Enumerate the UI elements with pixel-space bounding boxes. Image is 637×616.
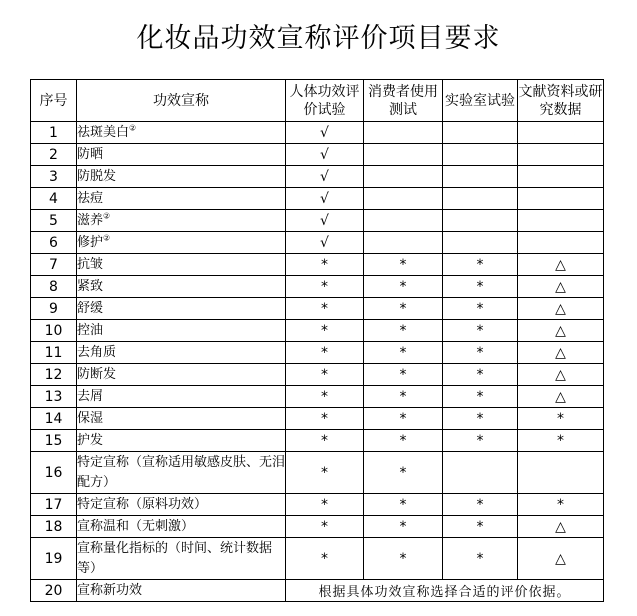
consumer-test-cell: * bbox=[364, 320, 443, 342]
consumer-test-cell bbox=[364, 210, 443, 232]
row-claim bbox=[77, 408, 286, 430]
row-claim bbox=[77, 452, 286, 494]
table-row bbox=[31, 320, 604, 342]
literature-cell: △ bbox=[518, 364, 604, 386]
consumer-test-cell: * bbox=[364, 342, 443, 364]
page-title: 化妆品功效宣称评价项目要求 bbox=[136, 23, 501, 54]
row-number: 15 bbox=[31, 430, 77, 452]
lab-test-cell bbox=[443, 452, 518, 494]
literature-cell: * bbox=[518, 494, 604, 516]
lab-test-cell bbox=[443, 144, 518, 166]
row-claim bbox=[77, 538, 286, 580]
table-row bbox=[31, 166, 604, 188]
table-header-row bbox=[31, 80, 604, 122]
human-test-cell: * bbox=[286, 452, 364, 494]
human-test-cell: * bbox=[286, 276, 364, 298]
table-row bbox=[31, 122, 604, 144]
consumer-test-cell: * bbox=[364, 494, 443, 516]
header-human-test: 人体功效评价试验 bbox=[286, 80, 364, 122]
table-row bbox=[31, 254, 604, 276]
consumer-test-cell: * bbox=[364, 408, 443, 430]
row-number: 12 bbox=[31, 364, 77, 386]
human-test-cell: * bbox=[286, 430, 364, 452]
row-number: 5 bbox=[31, 210, 77, 232]
consumer-test-cell: * bbox=[364, 386, 443, 408]
table-row bbox=[31, 516, 604, 538]
lab-test-cell bbox=[443, 188, 518, 210]
claim-text: 防脱发 bbox=[77, 168, 117, 184]
claim-text: 舒缓 bbox=[77, 300, 104, 316]
literature-cell bbox=[518, 144, 604, 166]
lab-test-cell: * bbox=[443, 364, 518, 386]
claim-text: 修护 bbox=[77, 234, 104, 250]
consumer-test-cell: * bbox=[364, 298, 443, 320]
claim-text: 宣称温和（无刺激） bbox=[77, 518, 195, 534]
lab-test-cell bbox=[443, 210, 518, 232]
literature-cell: △ bbox=[518, 538, 604, 580]
literature-cell bbox=[518, 122, 604, 144]
human-test-cell: * bbox=[286, 364, 364, 386]
claim-text: 护发 bbox=[77, 432, 104, 448]
row-number: 17 bbox=[31, 494, 77, 516]
human-test-cell: * bbox=[286, 516, 364, 538]
consumer-test-cell: * bbox=[364, 276, 443, 298]
claim-text: 保湿 bbox=[77, 410, 104, 426]
consumer-test-cell: * bbox=[364, 452, 443, 494]
row-claim bbox=[77, 210, 286, 232]
header-consumer-test: 消费者使用测试 bbox=[364, 80, 443, 122]
header-literature: 文献资料或研究数据 bbox=[518, 80, 604, 122]
human-test-cell: √ bbox=[286, 232, 364, 254]
lab-test-cell bbox=[443, 122, 518, 144]
literature-cell bbox=[518, 166, 604, 188]
claim-text: 特定宣称（原料功效） bbox=[77, 496, 208, 512]
claim-text: 抗皱 bbox=[77, 256, 104, 272]
claim-text: 紧致 bbox=[77, 278, 104, 294]
row-claim bbox=[77, 516, 286, 538]
lab-test-cell: * bbox=[443, 298, 518, 320]
literature-cell: △ bbox=[518, 276, 604, 298]
human-test-cell: * bbox=[286, 342, 364, 364]
lab-test-cell: * bbox=[443, 386, 518, 408]
row-number: 13 bbox=[31, 386, 77, 408]
row-claim bbox=[77, 166, 286, 188]
claim-text: 防断发 bbox=[77, 366, 117, 382]
consumer-test-cell bbox=[364, 166, 443, 188]
human-test-cell: * bbox=[286, 408, 364, 430]
consumer-test-cell: * bbox=[364, 364, 443, 386]
row-number: 8 bbox=[31, 276, 77, 298]
table-row bbox=[31, 408, 604, 430]
row-claim bbox=[77, 254, 286, 276]
literature-cell bbox=[518, 232, 604, 254]
row-claim bbox=[77, 188, 286, 210]
row-claim bbox=[77, 386, 286, 408]
lab-test-cell: * bbox=[443, 320, 518, 342]
human-test-cell: * bbox=[286, 254, 364, 276]
lab-test-cell: * bbox=[443, 516, 518, 538]
header-seq: 序号 bbox=[31, 80, 77, 122]
claim-text: 去角质 bbox=[77, 344, 117, 360]
literature-cell bbox=[518, 188, 604, 210]
lab-test-cell: * bbox=[443, 408, 518, 430]
consumer-test-cell bbox=[364, 122, 443, 144]
literature-cell: △ bbox=[518, 386, 604, 408]
table-row bbox=[31, 430, 604, 452]
consumer-test-cell: * bbox=[364, 430, 443, 452]
footnote-marker: ② bbox=[129, 123, 137, 133]
row-number: 10 bbox=[31, 320, 77, 342]
literature-cell: * bbox=[518, 430, 604, 452]
table-row bbox=[31, 538, 604, 580]
lab-test-cell bbox=[443, 166, 518, 188]
claims-table bbox=[30, 79, 604, 602]
row-claim bbox=[77, 494, 286, 516]
table-row bbox=[31, 580, 604, 602]
literature-cell: * bbox=[518, 408, 604, 430]
row-claim bbox=[77, 320, 286, 342]
human-test-cell: √ bbox=[286, 166, 364, 188]
claim-text: 祛斑美白 bbox=[77, 124, 130, 140]
consumer-test-cell: * bbox=[364, 516, 443, 538]
lab-test-cell: * bbox=[443, 430, 518, 452]
human-test-cell: √ bbox=[286, 122, 364, 144]
footnote-marker: ② bbox=[103, 211, 111, 221]
table-row bbox=[31, 188, 604, 210]
evaluation-note: 根据具体功效宣称选择合适的评价依据。 bbox=[286, 580, 604, 602]
consumer-test-cell bbox=[364, 232, 443, 254]
row-number: 1 bbox=[31, 122, 77, 144]
row-claim bbox=[77, 364, 286, 386]
header-claim: 功效宣称 bbox=[77, 80, 286, 122]
literature-cell: △ bbox=[518, 254, 604, 276]
claim-text: 去屑 bbox=[77, 388, 104, 404]
row-claim: 宣称新功效 bbox=[77, 580, 286, 602]
row-claim bbox=[77, 122, 286, 144]
claim-text: 宣称量化指标的（时间、统计数据等） bbox=[77, 540, 273, 576]
table-row bbox=[31, 364, 604, 386]
human-test-cell: * bbox=[286, 298, 364, 320]
human-test-cell: √ bbox=[286, 210, 364, 232]
table-row bbox=[31, 494, 604, 516]
row-number: 7 bbox=[31, 254, 77, 276]
row-claim bbox=[77, 232, 286, 254]
table-row bbox=[31, 232, 604, 254]
human-test-cell: * bbox=[286, 386, 364, 408]
row-number: 9 bbox=[31, 298, 77, 320]
literature-cell bbox=[518, 210, 604, 232]
literature-cell: △ bbox=[518, 516, 604, 538]
claim-text: 滋养 bbox=[77, 212, 104, 228]
row-claim bbox=[77, 276, 286, 298]
literature-cell: △ bbox=[518, 342, 604, 364]
human-test-cell: √ bbox=[286, 144, 364, 166]
lab-test-cell: * bbox=[443, 538, 518, 580]
consumer-test-cell: * bbox=[364, 538, 443, 580]
row-number: 11 bbox=[31, 342, 77, 364]
lab-test-cell: * bbox=[443, 342, 518, 364]
table-row bbox=[31, 210, 604, 232]
row-number: 4 bbox=[31, 188, 77, 210]
lab-test-cell bbox=[443, 232, 518, 254]
header-lab-test: 实验室试验 bbox=[443, 80, 518, 122]
human-test-cell: * bbox=[286, 538, 364, 580]
row-number: 19 bbox=[31, 538, 77, 580]
lab-test-cell: * bbox=[443, 254, 518, 276]
table-row bbox=[31, 144, 604, 166]
table-row bbox=[31, 276, 604, 298]
row-claim bbox=[77, 144, 286, 166]
consumer-test-cell bbox=[364, 188, 443, 210]
table-row bbox=[31, 342, 604, 364]
human-test-cell: * bbox=[286, 494, 364, 516]
literature-cell: △ bbox=[518, 320, 604, 342]
row-number: 3 bbox=[31, 166, 77, 188]
consumer-test-cell: * bbox=[364, 254, 443, 276]
table-row bbox=[31, 452, 604, 494]
literature-cell: △ bbox=[518, 298, 604, 320]
table-row bbox=[31, 386, 604, 408]
claim-text: 特定宣称（宣称适用敏感皮肤、无泪配方） bbox=[77, 454, 286, 490]
claim-text: 防晒 bbox=[77, 146, 104, 162]
row-claim bbox=[77, 430, 286, 452]
literature-cell bbox=[518, 452, 604, 494]
lab-test-cell: * bbox=[443, 494, 518, 516]
table-row bbox=[31, 298, 604, 320]
row-claim bbox=[77, 298, 286, 320]
consumer-test-cell bbox=[364, 144, 443, 166]
row-number: 18 bbox=[31, 516, 77, 538]
footnote-marker: ② bbox=[103, 233, 111, 243]
human-test-cell: * bbox=[286, 320, 364, 342]
row-number: 16 bbox=[31, 452, 77, 494]
row-claim bbox=[77, 342, 286, 364]
lab-test-cell: * bbox=[443, 276, 518, 298]
claim-text: 祛痘 bbox=[77, 190, 104, 206]
row-number: 14 bbox=[31, 408, 77, 430]
claim-text: 控油 bbox=[77, 322, 104, 338]
row-number: 20 bbox=[31, 580, 77, 602]
human-test-cell: √ bbox=[286, 188, 364, 210]
row-number: 2 bbox=[31, 144, 77, 166]
row-number: 6 bbox=[31, 232, 77, 254]
